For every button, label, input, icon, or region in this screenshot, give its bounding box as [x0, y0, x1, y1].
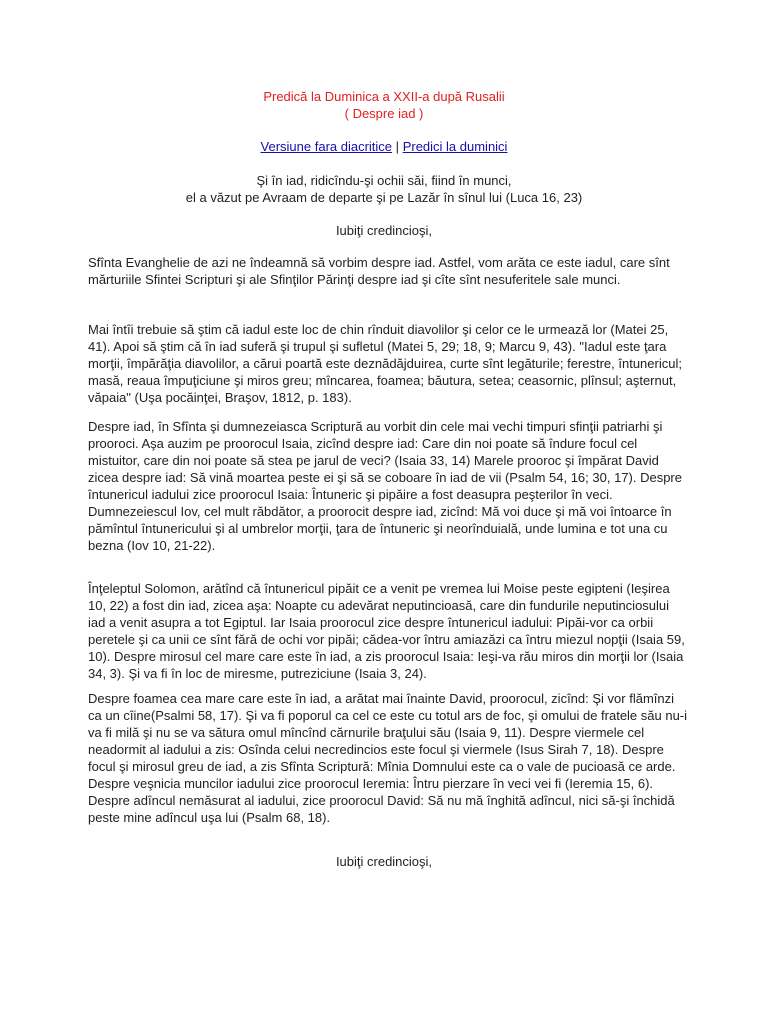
title-line-1: Predică la Duminica a XXII-a după Rusalii: [263, 89, 505, 104]
title-line-2: ( Despre iad ): [344, 106, 424, 121]
motto-line-1: Şi în iad, ridicîndu-şi ochii săi, fiind în munci,: [256, 173, 512, 188]
paragraph-3: Despre iad, în Sfînta şi dumnezeiasca Scriptură au vorbit din cele mai vechi timpuri sfinţii patriarhi şi prooroci. Aşa auzim pe proorocul Isaia, zicînd despre iad: Care din noi poate să îndure focul cel mistuitor, care din noi poate să stea pe jarul de veci? (Isaia 33, 14) Marele prooroc şi împărat David zicea despre iad: Să vină moartea peste ei şi să se coboare în iad de vii (Psalm 54, 16; 30, 17). Despre întunericul iadului zice proorocul Isaia: Întuneric şi pipăire a fost deasupra peşterilor în veci. Dumnezeiescul Iov, cel mult răbdător, a proorocit despre iad, zicînd: Mă voi duce şi mă voi întoarce în pămîntul întunericului şi al umbrelor morţii, ţara de întuneric şi neorînduială, unde lumina e tot una cu bezna (Iov 10, 21-22).: [88, 419, 682, 553]
sermon-title: [0, 88, 768, 122]
greeting-top: Iubiţi credincioşi,: [335, 223, 433, 238]
link-no-diacritics[interactable]: Versiune fara diacritice: [260, 139, 393, 154]
paragraph-4: Înţeleptul Solomon, arătînd că întunericul pipăit ce a venit pe vremea lui Moise peste egipteni (Ieşirea 10, 22) a fost din iad, zicea aşa: Noapte cu adevărat neputincioasă, care din fundurile neputinciosului iad a venit asupra a tot Egiptul. Iar Isaia proorocul zice despre întunericul iadului: Pipăi-vor ca orbii peretele şi ca unii ce sînt fără de ochi vor pipăi; cădea-vor întru amiazăzi ca întru miezul nopţii (Isaia 59, 10). Despre mirosul cel mare care este în iad, a zis proorocul Isaia: Ieşi-va rău miros din morţii lor (Isaia 34, 3). Şi va fi în loc de miresme, putreziciune (Isaia 3, 24).: [88, 581, 685, 681]
greeting-bottom: Iubiţi credincioşi,: [335, 854, 433, 869]
link-sermons[interactable]: Predici la duminici: [402, 139, 508, 154]
motto-line-2: el a văzut pe Avraam de departe şi pe Lazăr în sînul lui (Luca 16, 23): [185, 190, 583, 205]
paragraph-1: Sfînta Evanghelie de azi ne îndeamnă să vorbim despre iad. Astfel, vom arăta ce este iadul, care sînt mărturiile Sfintei Scripturi şi ale Sfinţilor Părinţi despre iad şi cîte sînt nesuferitele sale munci.: [88, 255, 670, 287]
paragraph-2: Mai întîi trebuie să ştim că iadul este loc de chin rînduit diavolilor şi celor ce le urmează lor (Matei 25, 41). Apoi să ştim că în iad suferă şi trupul şi sufletul (Matei 5, 29; 18, 9; Marcu 9, 43). "Iadul este ţara morţii, împărăţia diavolilor, a cărui poartă este deznădăjduirea, curte sînt legăturile; ferestre, întunericul; masă, reaua împuţiciune şi miros greu; mîncarea, foamea; băutura, setea; ceasornic, plînsul; aşternut, văpaia" (Uşa pocăinţei, Braşov, 1812, p. 183).: [88, 322, 682, 405]
paragraph-5: Despre foamea cea mare care este în iad, a arătat mai înainte David, proorocul, zicînd: Şi vor flămînzi ca un cîine(Psalmi 58, 17). Şi va fi poporul ca cel ce este cu totul ars de foc, şi omului de fratele său nu-i va fi milă şi nu se va sătura omul mîncînd cărnurile braţului său (Isaia 9, 11). Despre viermele cel neadormit al iadului a zis: Osînda celui necredincios este focul şi viermele (Isus Sirah 7, 18). Despre focul şi mirosul greu de iad, a zis Sfînta Scriptură: Mînia Domnului este ca o vale de pucioasă ce arde. Despre veşnicia muncilor iadului zice proorocul Ieremia: Întru pierzare în veci vei fi (Ieremia 15, 6). Despre adîncul nemăsurat al iadului, zice proorocul David: Să nu mă înghită adîncul, nici să-şi închidă peste mine adîncul uşa lui (Psalm 68, 18).: [88, 691, 688, 825]
motto-quote: [0, 172, 768, 206]
nav-links: [0, 138, 768, 155]
link-separator: |: [395, 139, 400, 154]
